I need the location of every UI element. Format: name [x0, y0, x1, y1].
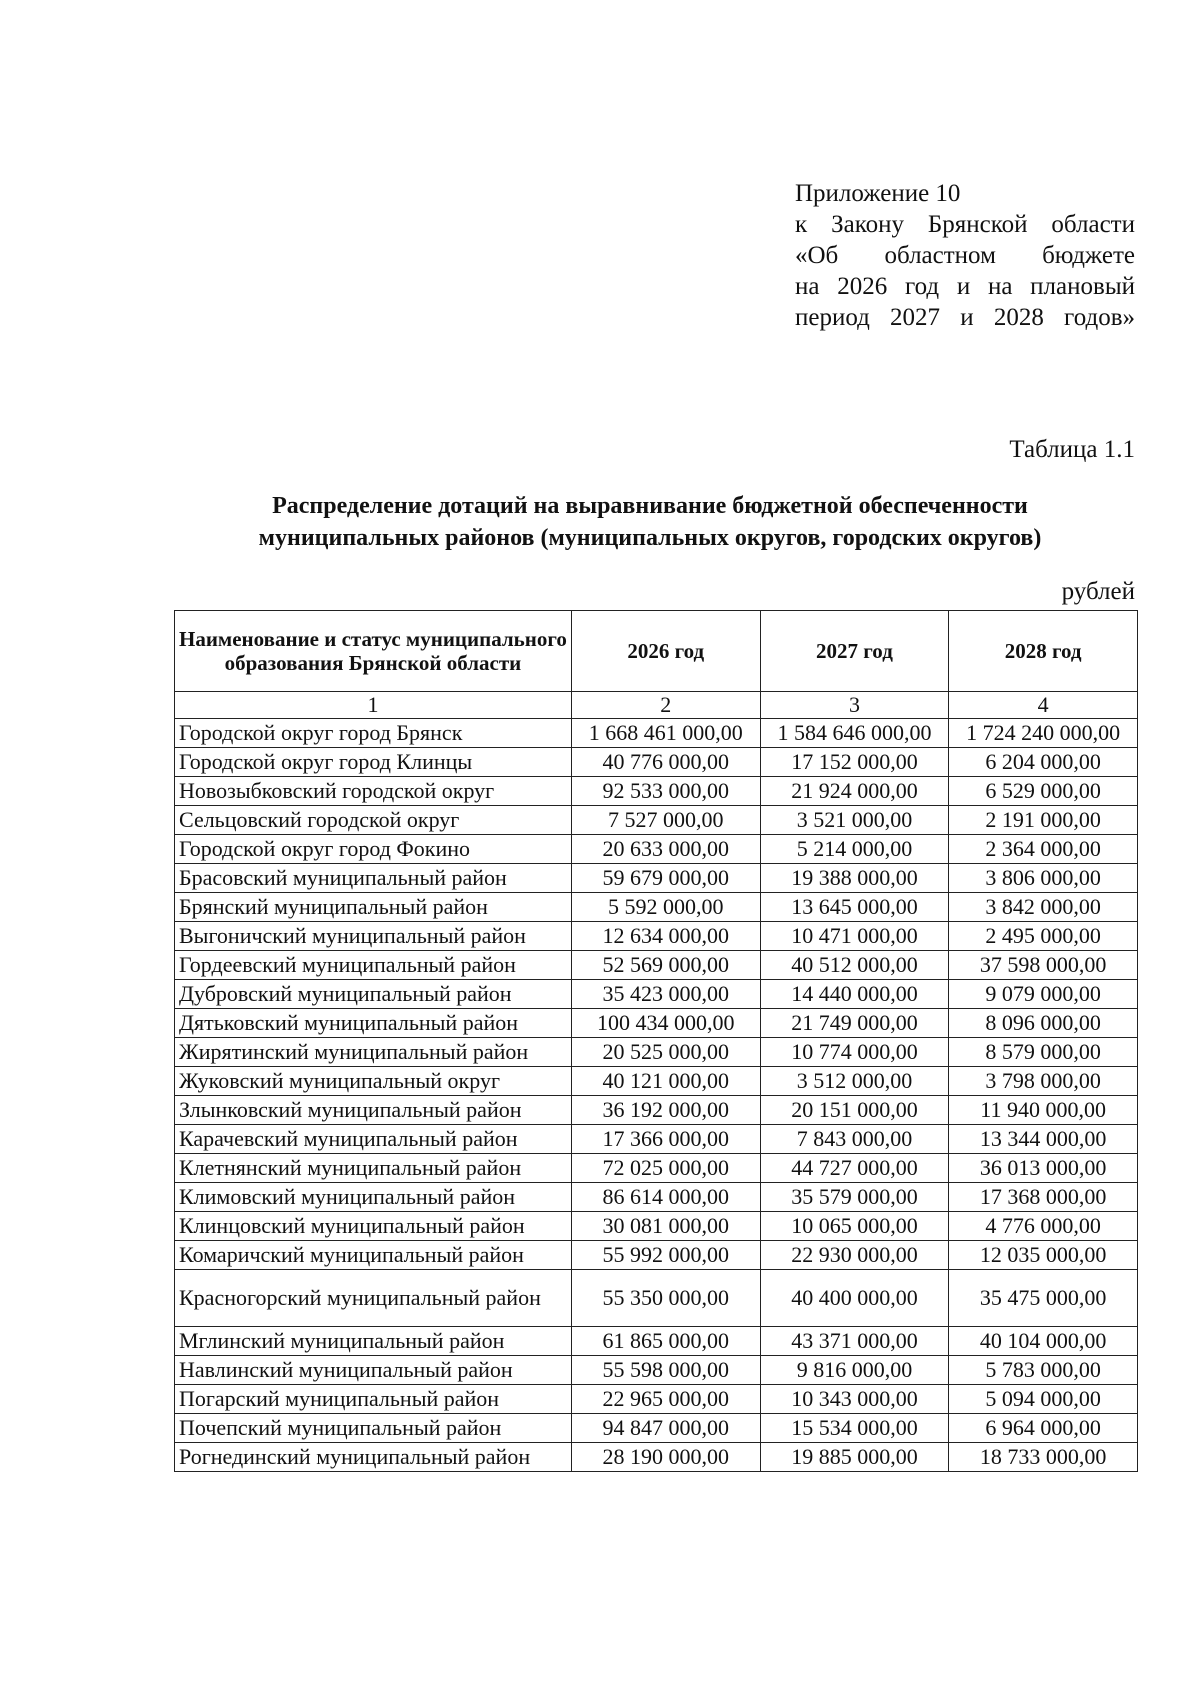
value-2027: 17 152 000,00	[760, 748, 949, 777]
document-title	[150, 490, 1150, 554]
table-row	[175, 1212, 1138, 1241]
value-2028: 5 783 000,00	[949, 1356, 1138, 1385]
value-2027: 9 816 000,00	[760, 1356, 949, 1385]
value-2027: 19 388 000,00	[760, 864, 949, 893]
appendix-line: к Закону Брянской области	[795, 211, 1135, 238]
municipality-name: Карачевский муниципальный район	[175, 1125, 572, 1154]
title-line-2: муниципальных районов (муниципальных округов, городских округов)	[258, 525, 1042, 551]
value-2027: 10 343 000,00	[760, 1385, 949, 1414]
value-2028: 13 344 000,00	[949, 1125, 1138, 1154]
value-2026: 5 592 000,00	[571, 893, 760, 922]
table-row	[175, 835, 1138, 864]
value-2028: 4 776 000,00	[949, 1212, 1138, 1241]
value-2028: 37 598 000,00	[949, 951, 1138, 980]
value-2026: 17 366 000,00	[571, 1125, 760, 1154]
table-row	[175, 1443, 1138, 1472]
value-2026: 55 598 000,00	[571, 1356, 760, 1385]
value-2027: 3 521 000,00	[760, 806, 949, 835]
value-2027: 22 930 000,00	[760, 1241, 949, 1270]
column-index: 1	[175, 692, 572, 719]
municipality-name: Гордеевский муниципальный район	[175, 951, 572, 980]
municipality-name: Дятьковский муниципальный район	[175, 1009, 572, 1038]
value-2028: 1 724 240 000,00	[949, 719, 1138, 748]
value-2027: 5 214 000,00	[760, 835, 949, 864]
municipality-name: Новозыбковский городской округ	[175, 777, 572, 806]
table-row	[175, 1183, 1138, 1212]
municipality-name: Климовский муниципальный район	[175, 1183, 572, 1212]
municipality-name: Почепский муниципальный район	[175, 1414, 572, 1443]
table-row	[175, 951, 1138, 980]
value-2027: 40 400 000,00	[760, 1270, 949, 1327]
municipality-name: Жуковский муниципальный округ	[175, 1067, 572, 1096]
value-2028: 36 013 000,00	[949, 1154, 1138, 1183]
value-2026: 30 081 000,00	[571, 1212, 760, 1241]
value-2026: 52 569 000,00	[571, 951, 760, 980]
value-2028: 8 579 000,00	[949, 1038, 1138, 1067]
title-line-1: Распределение дотаций на выравнивание бюджетной обеспеченности	[272, 493, 1028, 519]
units-label: рублей	[1061, 578, 1135, 605]
value-2028: 6 204 000,00	[949, 748, 1138, 777]
table-row	[175, 1241, 1138, 1270]
table-row	[175, 777, 1138, 806]
value-2028: 35 475 000,00	[949, 1270, 1138, 1327]
value-2026: 12 634 000,00	[571, 922, 760, 951]
table-row	[175, 1414, 1138, 1443]
value-2027: 13 645 000,00	[760, 893, 949, 922]
value-2026: 36 192 000,00	[571, 1096, 760, 1125]
value-2027: 10 065 000,00	[760, 1212, 949, 1241]
municipality-name: Комаричский муниципальный район	[175, 1241, 572, 1270]
table-row	[175, 1067, 1138, 1096]
table-row	[175, 980, 1138, 1009]
value-2026: 94 847 000,00	[571, 1414, 760, 1443]
value-2027: 15 534 000,00	[760, 1414, 949, 1443]
value-2028: 11 940 000,00	[949, 1096, 1138, 1125]
value-2028: 6 964 000,00	[949, 1414, 1138, 1443]
value-2027: 43 371 000,00	[760, 1327, 949, 1356]
table-row	[175, 893, 1138, 922]
table-row	[175, 1125, 1138, 1154]
value-2028: 9 079 000,00	[949, 980, 1138, 1009]
municipality-name: Жирятинский муниципальный район	[175, 1038, 572, 1067]
value-2026: 28 190 000,00	[571, 1443, 760, 1472]
value-2028: 3 842 000,00	[949, 893, 1138, 922]
value-2026: 59 679 000,00	[571, 864, 760, 893]
header-2028: 2028 год	[949, 611, 1138, 692]
value-2027: 19 885 000,00	[760, 1443, 949, 1472]
table-row	[175, 719, 1138, 748]
table-row	[175, 1096, 1138, 1125]
value-2027: 21 924 000,00	[760, 777, 949, 806]
value-2028: 8 096 000,00	[949, 1009, 1138, 1038]
municipality-name: Выгоничский муниципальный район	[175, 922, 572, 951]
value-2026: 20 633 000,00	[571, 835, 760, 864]
table-row	[175, 1009, 1138, 1038]
value-2028: 12 035 000,00	[949, 1241, 1138, 1270]
value-2028: 3 798 000,00	[949, 1067, 1138, 1096]
value-2027: 10 774 000,00	[760, 1038, 949, 1067]
value-2028: 2 495 000,00	[949, 922, 1138, 951]
municipality-name: Злынковский муниципальный район	[175, 1096, 572, 1125]
municipality-name: Клетнянский муниципальный район	[175, 1154, 572, 1183]
appendix-line: период 2027 и 2028 годов»	[795, 304, 1135, 331]
value-2026: 61 865 000,00	[571, 1327, 760, 1356]
value-2028: 40 104 000,00	[949, 1327, 1138, 1356]
municipality-name: Погарский муниципальный район	[175, 1385, 572, 1414]
table-header-row	[175, 611, 1138, 692]
header-municipality: Наименование и статус муниципального образования Брянской области	[175, 611, 572, 692]
value-2026: 40 776 000,00	[571, 748, 760, 777]
value-2026: 72 025 000,00	[571, 1154, 760, 1183]
appendix-note	[795, 178, 1135, 333]
value-2027: 44 727 000,00	[760, 1154, 949, 1183]
value-2027: 3 512 000,00	[760, 1067, 949, 1096]
appendix-line: на 2026 год и на плановый	[795, 273, 1135, 300]
value-2026: 86 614 000,00	[571, 1183, 760, 1212]
table-row	[175, 864, 1138, 893]
table-row	[175, 1356, 1138, 1385]
value-2028: 2 364 000,00	[949, 835, 1138, 864]
value-2028: 3 806 000,00	[949, 864, 1138, 893]
municipality-name: Рогнединский муниципальный район	[175, 1443, 572, 1472]
appendix-line: Приложение 10	[795, 180, 961, 207]
column-index: 3	[760, 692, 949, 719]
value-2026: 100 434 000,00	[571, 1009, 760, 1038]
value-2027: 14 440 000,00	[760, 980, 949, 1009]
appendix-line: «Об областном бюджете	[795, 242, 1135, 269]
value-2026: 20 525 000,00	[571, 1038, 760, 1067]
municipality-name: Клинцовский муниципальный район	[175, 1212, 572, 1241]
value-2026: 35 423 000,00	[571, 980, 760, 1009]
value-2028: 17 368 000,00	[949, 1183, 1138, 1212]
column-index: 2	[571, 692, 760, 719]
value-2027: 35 579 000,00	[760, 1183, 949, 1212]
value-2027: 10 471 000,00	[760, 922, 949, 951]
municipality-name: Дубровский муниципальный район	[175, 980, 572, 1009]
subsidies-table	[174, 610, 1138, 1472]
table-row	[175, 748, 1138, 777]
value-2026: 55 350 000,00	[571, 1270, 760, 1327]
municipality-name: Навлинский муниципальный район	[175, 1356, 572, 1385]
value-2028: 2 191 000,00	[949, 806, 1138, 835]
value-2027: 20 151 000,00	[760, 1096, 949, 1125]
value-2027: 21 749 000,00	[760, 1009, 949, 1038]
value-2027: 1 584 646 000,00	[760, 719, 949, 748]
value-2026: 92 533 000,00	[571, 777, 760, 806]
municipality-name: Брасовский муниципальный район	[175, 864, 572, 893]
municipality-name: Городской округ город Брянск	[175, 719, 572, 748]
municipality-name: Городской округ город Фокино	[175, 835, 572, 864]
table-row	[175, 1327, 1138, 1356]
table-row	[175, 1270, 1138, 1327]
municipality-name: Сельцовский городской округ	[175, 806, 572, 835]
table-row	[175, 806, 1138, 835]
table-row	[175, 1154, 1138, 1183]
table-row	[175, 1385, 1138, 1414]
municipality-name: Городской округ город Клинцы	[175, 748, 572, 777]
table-row	[175, 1038, 1138, 1067]
value-2027: 7 843 000,00	[760, 1125, 949, 1154]
header-2027: 2027 год	[760, 611, 949, 692]
column-index: 4	[949, 692, 1138, 719]
value-2026: 1 668 461 000,00	[571, 719, 760, 748]
table-row	[175, 922, 1138, 951]
municipality-name: Брянский муниципальный район	[175, 893, 572, 922]
value-2028: 6 529 000,00	[949, 777, 1138, 806]
value-2026: 22 965 000,00	[571, 1385, 760, 1414]
header-2026: 2026 год	[571, 611, 760, 692]
column-index-row	[175, 692, 1138, 719]
table-label: Таблица 1.1	[1009, 436, 1135, 463]
value-2026: 40 121 000,00	[571, 1067, 760, 1096]
municipality-name: Мглинский муниципальный район	[175, 1327, 572, 1356]
municipality-name: Красногорский муниципальный район	[175, 1270, 572, 1327]
value-2026: 55 992 000,00	[571, 1241, 760, 1270]
value-2028: 18 733 000,00	[949, 1443, 1138, 1472]
value-2026: 7 527 000,00	[571, 806, 760, 835]
value-2028: 5 094 000,00	[949, 1385, 1138, 1414]
value-2027: 40 512 000,00	[760, 951, 949, 980]
